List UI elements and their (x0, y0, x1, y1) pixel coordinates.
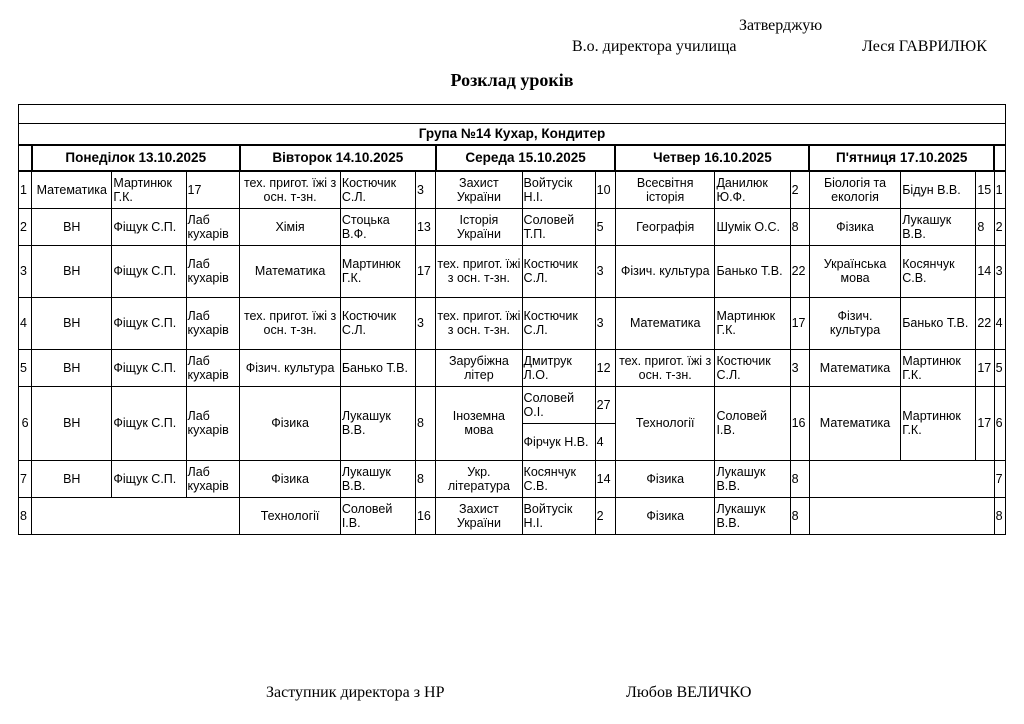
deputy-name: Любов ВЕЛИЧКО (626, 684, 752, 701)
subject-cell: Іноземна мова (436, 386, 522, 460)
subject-cell: тех. пригот. їжі з осн. т-зн. (240, 297, 341, 349)
lesson-number-right: 3 (994, 245, 1005, 297)
teacher-cell: Мартинюк Г.К. (340, 245, 415, 297)
room-cell: 2 (595, 497, 615, 534)
subject-cell: тех. пригот. їжі з осн. т-зн. (436, 245, 522, 297)
lesson-row (19, 245, 1006, 297)
room-cell: 8 (790, 208, 809, 245)
teacher-cell: Шумік О.С. (715, 208, 790, 245)
room-cell: 22 (790, 245, 809, 297)
teacher-cell: Бідун В.В. (901, 171, 976, 208)
day-header-fri: П'ятниця 17.10.2025 (809, 145, 994, 171)
room-cell (415, 349, 435, 386)
room-cell: 16 (790, 386, 809, 460)
subject-cell: Фізика (809, 208, 900, 245)
teacher-cell: Лукашук В.В. (901, 208, 976, 245)
room-cell: 17 (186, 171, 240, 208)
lesson-number: 1 (19, 171, 32, 208)
subject-cell: Фізич. культура (809, 297, 900, 349)
teacher-cell: Костючик С.Л. (522, 245, 595, 297)
lesson-row (19, 171, 1006, 208)
director-position: В.о. директора училища (572, 38, 737, 55)
day-header-thu: Четвер 16.10.2025 (615, 145, 809, 171)
subject-cell: ВН (32, 245, 112, 297)
lesson-number: 5 (19, 349, 32, 386)
teacher-cell: Банько Т.В. (715, 245, 790, 297)
room-cell: Лаб кухарів (186, 245, 240, 297)
page-title: Розклад уроків (450, 70, 574, 90)
teacher-cell: Мартинюк Г.К. (112, 171, 186, 208)
teacher-cell: Соловей Т.П. (522, 208, 595, 245)
lesson-number-right: 8 (994, 497, 1005, 534)
subject-cell: Фізика (615, 460, 715, 497)
teacher-cell: Костючик С.Л. (340, 297, 415, 349)
deputy-position: Заступник директора з НР (266, 684, 445, 701)
group-title: Група №14 Кухар, Кондитер (19, 124, 1006, 146)
teacher-cell: Банько Т.В. (340, 349, 415, 386)
teacher-cell: Лукашук В.В. (715, 460, 790, 497)
room-cell: 17 (976, 349, 994, 386)
room-cell: 22 (976, 297, 994, 349)
subject-cell: ВН (32, 349, 112, 386)
lesson-number: 8 (19, 497, 32, 534)
teacher-cell: Лукашук В.В. (715, 497, 790, 534)
subject-cell: Технології (240, 497, 341, 534)
room-cell: 8 (976, 208, 994, 245)
teacher-cell: Мартинюк Г.К. (715, 297, 790, 349)
room-cell: 3 (790, 349, 809, 386)
room-cell: 14 (976, 245, 994, 297)
subject-cell: тех. пригот. їжі з осн. т-зн. (436, 297, 522, 349)
day-header-spacer-right (994, 145, 1005, 171)
lesson-row (19, 297, 1006, 349)
teacher-cell: Соловей І.В. (715, 386, 790, 460)
room-cell: 8 (415, 460, 435, 497)
lesson-row (19, 460, 1006, 497)
subject-cell: Історія України (436, 208, 522, 245)
teacher-cell: Соловей І.В. (340, 497, 415, 534)
lesson-number: 2 (19, 208, 32, 245)
lesson-row (19, 497, 1006, 534)
subject-cell: Математика (809, 386, 900, 460)
subject-cell: Всесвітня історія (615, 171, 715, 208)
teacher-cell: Соловей О.І. (522, 386, 595, 423)
day-header-spacer-left (19, 145, 32, 171)
room-cell: 8 (790, 497, 809, 534)
teacher-cell: Костючик С.Л. (715, 349, 790, 386)
room-cell: 17 (790, 297, 809, 349)
lesson-number: 7 (19, 460, 32, 497)
subject-cell: Фізич. культура (615, 245, 715, 297)
room-cell: 14 (595, 460, 615, 497)
empty-day-cell (32, 497, 240, 534)
subject-cell: ВН (32, 460, 112, 497)
room-cell: 27 (595, 386, 615, 423)
room-cell: 3 (595, 297, 615, 349)
room-cell: 8 (415, 386, 435, 460)
subject-cell: Математика (615, 297, 715, 349)
teacher-cell: Лукашук В.В. (340, 460, 415, 497)
director-name: Леся ГАВРИЛЮК (862, 38, 987, 55)
teacher-cell: Фіщук С.П. (112, 386, 186, 460)
empty-day-cell (809, 460, 994, 497)
room-cell: 2 (790, 171, 809, 208)
lesson-number: 4 (19, 297, 32, 349)
teacher-cell: Фіщук С.П. (112, 349, 186, 386)
room-cell: Лаб кухарів (186, 460, 240, 497)
subject-cell: Українська мова (809, 245, 900, 297)
subject-cell: Технології (615, 386, 715, 460)
empty-day-cell (809, 497, 994, 534)
room-cell: 17 (976, 386, 994, 460)
subject-cell: Захист України (436, 171, 522, 208)
room-cell: Лаб кухарів (186, 208, 240, 245)
room-cell: Лаб кухарів (186, 349, 240, 386)
lesson-number: 6 (19, 386, 32, 460)
subject-cell: ВН (32, 208, 112, 245)
teacher-cell: Стоцька В.Ф. (340, 208, 415, 245)
subject-cell: Фізич. культура (240, 349, 341, 386)
subject-cell: ВН (32, 297, 112, 349)
schedule-table (18, 104, 1006, 535)
teacher-cell: Данилюк Ю.Ф. (715, 171, 790, 208)
room-cell: 15 (976, 171, 994, 208)
teacher-cell: Косянчук С.В. (522, 460, 595, 497)
lesson-number: 3 (19, 245, 32, 297)
days-header-row (19, 145, 1006, 171)
lesson-row (19, 386, 1006, 423)
day-header-tue: Вівторок 14.10.2025 (240, 145, 436, 171)
subject-cell: Фізика (615, 497, 715, 534)
subject-cell: Захист України (436, 497, 522, 534)
lesson-number-right: 6 (994, 386, 1005, 460)
day-header-wed: Середа 15.10.2025 (436, 145, 616, 171)
approve-label: Затверджую (739, 17, 823, 34)
day-header-mon: Понеділок 13.10.2025 (32, 145, 240, 171)
subject-cell: Математика (809, 349, 900, 386)
subject-cell: Географія (615, 208, 715, 245)
subject-cell: Фізика (240, 460, 341, 497)
teacher-cell: Банько Т.В. (901, 297, 976, 349)
teacher-cell: Фірчук Н.В. (522, 423, 595, 460)
room-cell: 3 (415, 297, 435, 349)
group-row (19, 124, 1006, 146)
room-cell: 16 (415, 497, 435, 534)
lesson-row (19, 349, 1006, 386)
teacher-cell: Мартинюк Г.К. (901, 349, 976, 386)
room-cell: 13 (415, 208, 435, 245)
room-cell: Лаб кухарів (186, 386, 240, 460)
teacher-cell: Дмитрук Л.О. (522, 349, 595, 386)
lesson-row (19, 208, 1006, 245)
lesson-number-right: 5 (994, 349, 1005, 386)
teacher-cell: Мартинюк Г.К. (901, 386, 976, 460)
subject-cell: Фізика (240, 386, 341, 460)
subject-cell: Математика (32, 171, 112, 208)
lesson-number-right: 1 (994, 171, 1005, 208)
subject-cell: тех. пригот. їжі з осн. т-зн. (240, 171, 341, 208)
subject-cell: Біологія та екологія (809, 171, 900, 208)
lesson-number-right: 4 (994, 297, 1005, 349)
teacher-cell: Фіщук С.П. (112, 245, 186, 297)
teacher-cell: Лукашук В.В. (340, 386, 415, 460)
room-cell: 17 (415, 245, 435, 297)
teacher-cell: Войтусік Н.І. (522, 171, 595, 208)
room-cell: 5 (595, 208, 615, 245)
lesson-number-right: 7 (994, 460, 1005, 497)
room-cell: 8 (790, 460, 809, 497)
teacher-cell: Фіщук С.П. (112, 297, 186, 349)
teacher-cell: Косянчук С.В. (901, 245, 976, 297)
room-cell: 3 (595, 245, 615, 297)
lesson-number-right: 2 (994, 208, 1005, 245)
subject-cell: Зарубіжна літер (436, 349, 522, 386)
teacher-cell: Фіщук С.П. (112, 460, 186, 497)
subject-cell: Хімія (240, 208, 341, 245)
subject-cell: тех. пригот. їжі з осн. т-зн. (615, 349, 715, 386)
room-cell: 10 (595, 171, 615, 208)
subject-cell: Математика (240, 245, 341, 297)
room-cell: 3 (415, 171, 435, 208)
subject-cell: Укр. література (436, 460, 522, 497)
teacher-cell: Костючик С.Л. (522, 297, 595, 349)
table-top-row (19, 105, 1006, 124)
teacher-cell: Фіщук С.П. (112, 208, 186, 245)
room-cell: Лаб кухарів (186, 297, 240, 349)
room-cell: 4 (595, 423, 615, 460)
teacher-cell: Войтусік Н.І. (522, 497, 595, 534)
subject-cell: ВН (32, 386, 112, 460)
teacher-cell: Костючик С.Л. (340, 171, 415, 208)
room-cell: 12 (595, 349, 615, 386)
